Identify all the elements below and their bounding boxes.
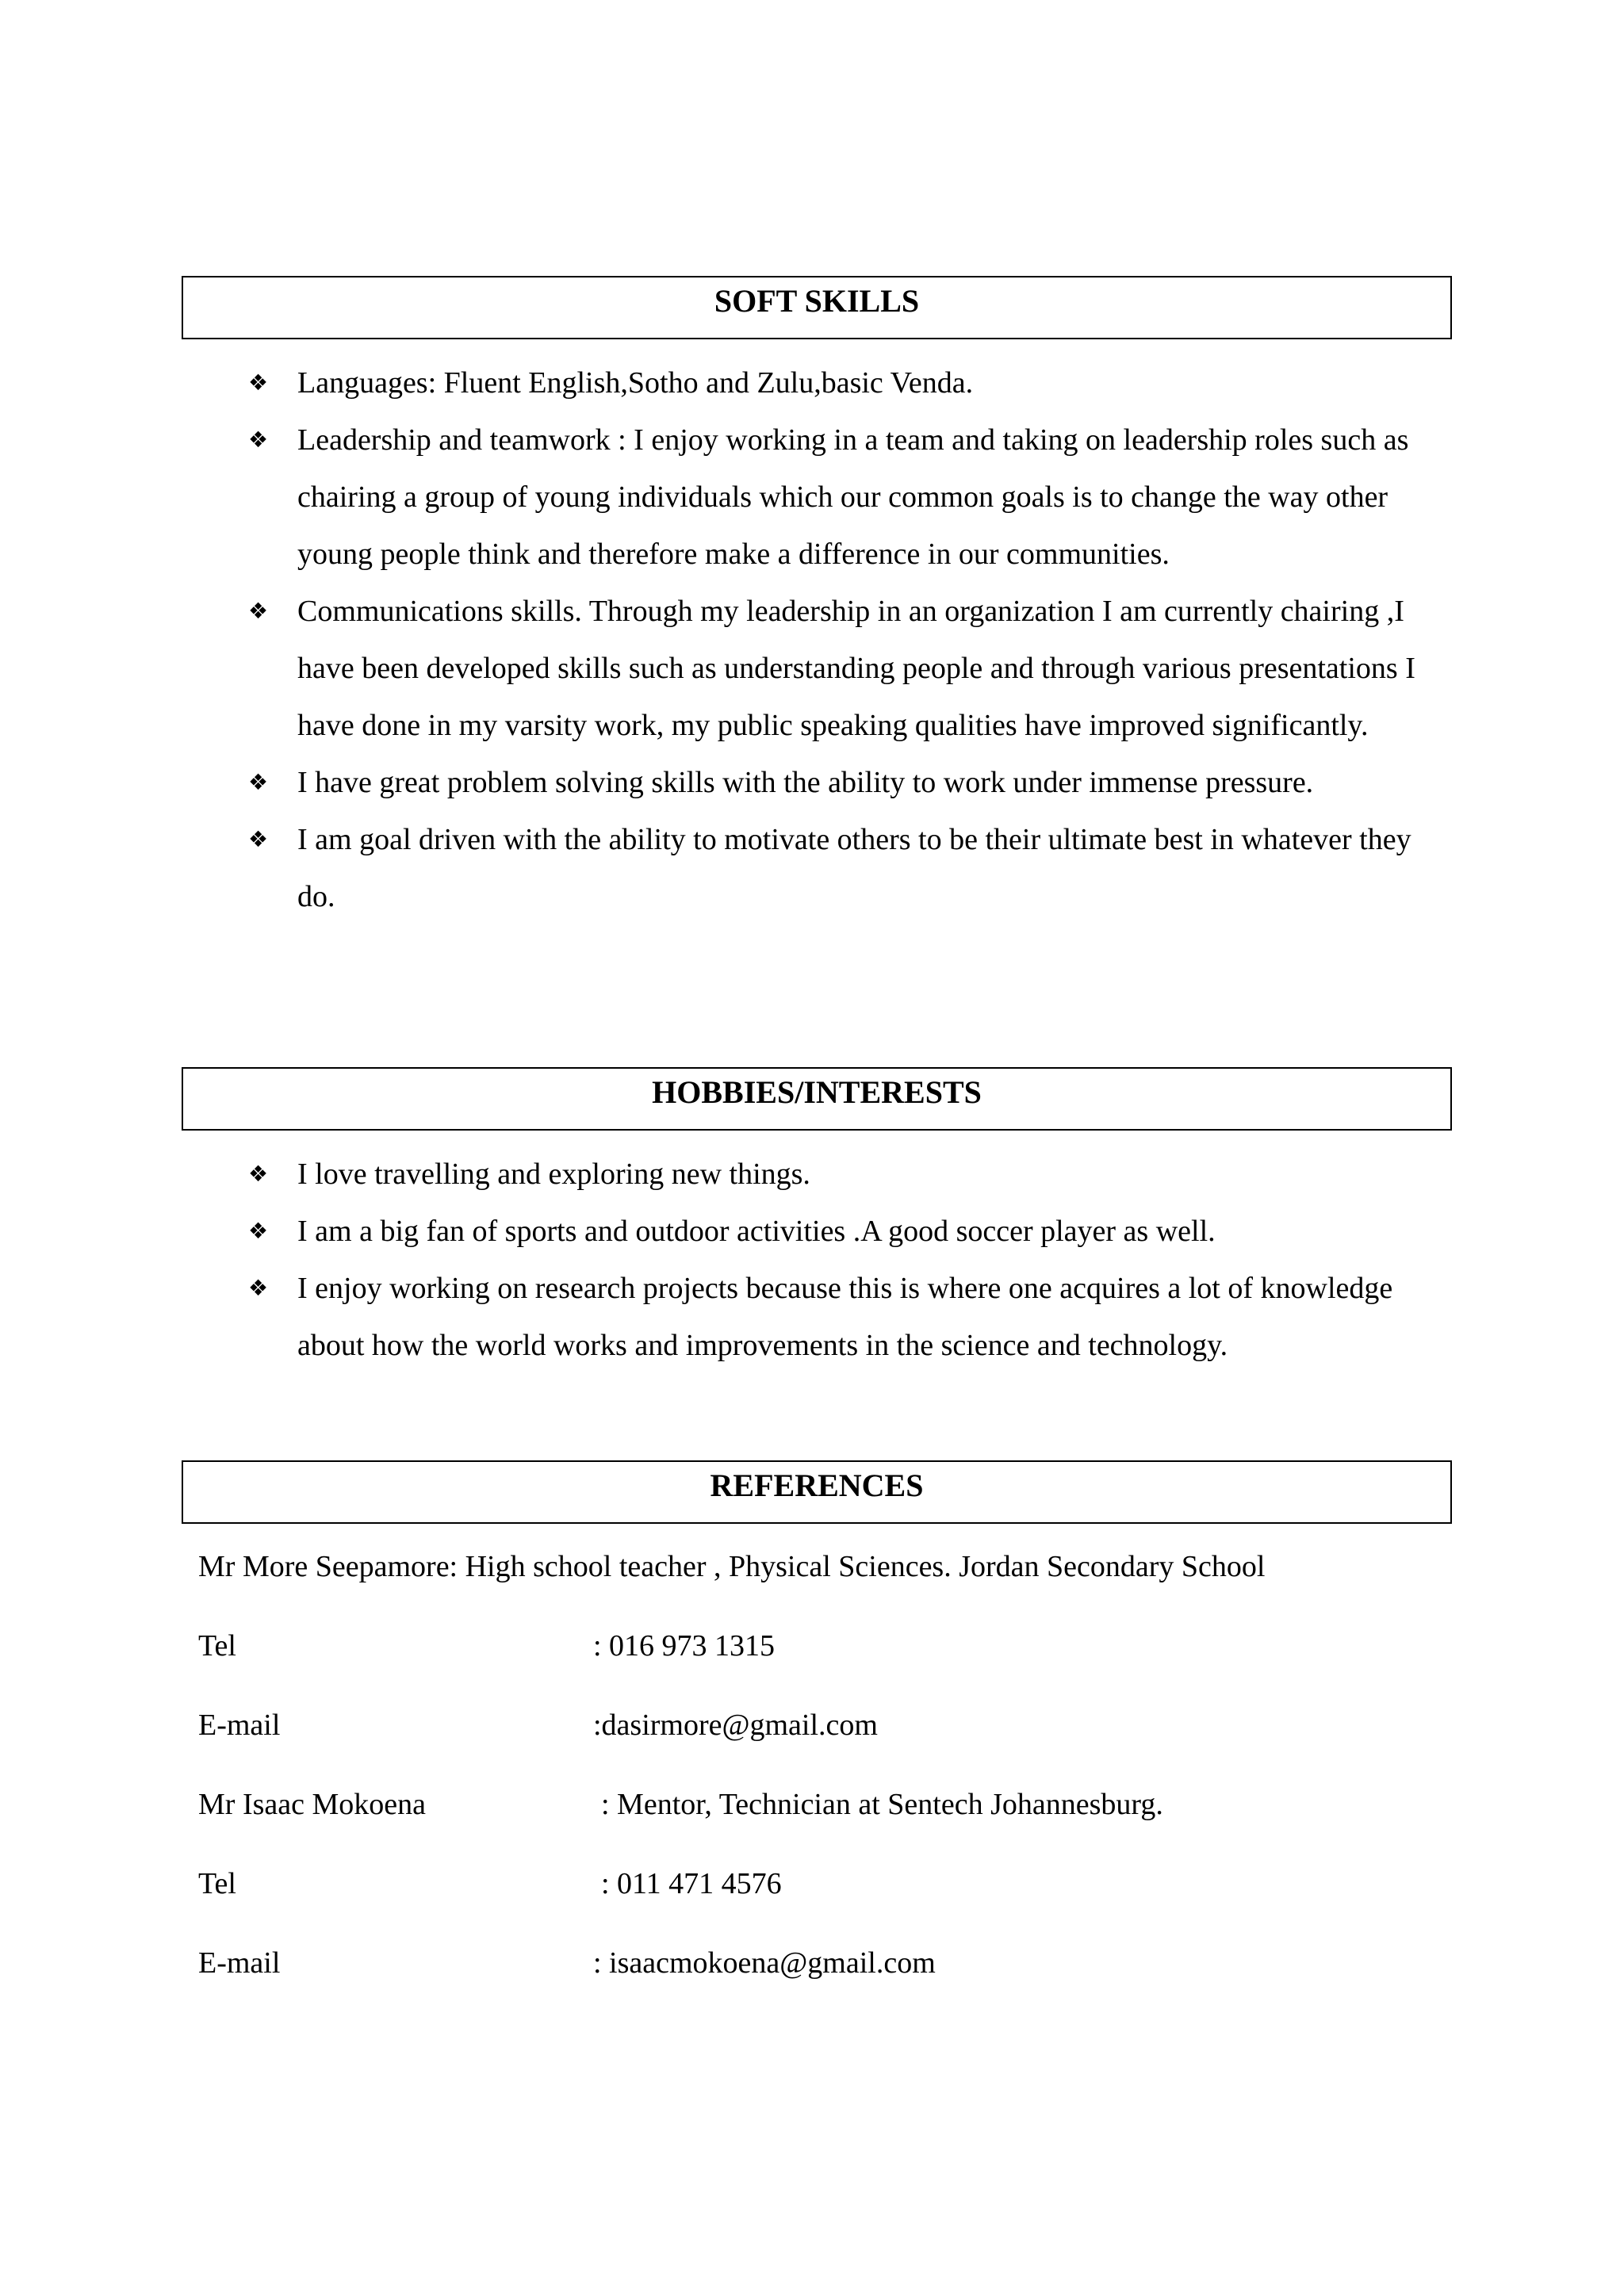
reference-value: :dasirmore@gmail.com: [593, 1709, 878, 1742]
reference-label: E-mail: [198, 1709, 281, 1742]
references-heading: REFERENCES: [710, 1468, 924, 1503]
list-item: [248, 1146, 1454, 1203]
hobbies-header-box: [182, 1067, 1452, 1131]
bullet-text: I have great problem solving skills with the ability to work under immense pressure.: [297, 766, 1314, 799]
diamond-bullet-icon: ❖: [248, 1275, 269, 1301]
bullet-text: I enjoy working on research projects because this is where one acquires a lot of knowledge about how the world works and improvements in the science and technology.: [297, 1272, 1393, 1362]
reference-value: : isaacmokoena@gmail.com: [593, 1946, 936, 1980]
reference-label: Tel: [198, 1867, 236, 1900]
reference-label: E-mail: [198, 1946, 281, 1980]
diamond-bullet-icon: ❖: [248, 1161, 269, 1187]
diamond-bullet-icon: ❖: [248, 598, 269, 624]
list-item: [248, 1203, 1454, 1260]
diamond-bullet-icon: ❖: [248, 427, 269, 453]
hobbies-heading: HOBBIES/INTERESTS: [652, 1074, 982, 1110]
reference-value: : 016 973 1315: [593, 1629, 776, 1663]
list-item: [248, 1260, 1454, 1374]
list-item: [248, 411, 1454, 583]
list-item: [248, 754, 1454, 811]
list-item: [248, 583, 1454, 754]
bullet-text: I am goal driven with the ability to motivate others to be their ultimate best in whatever they do.: [297, 823, 1411, 913]
soft-skills-heading: SOFT SKILLS: [714, 283, 920, 319]
soft-skills-header-box: [182, 276, 1452, 339]
reference-value: : Mentor, Technician at Sentech Johannesburg.: [601, 1788, 1163, 1821]
bullet-text: I love travelling and exploring new things.: [297, 1158, 810, 1191]
reference-value: : 011 471 4576: [601, 1867, 782, 1900]
bullet-text: Leadership and teamwork : I enjoy working in a team and taking on leadership roles such as chairing a group of young individuals which our common goals is to change the way other young people think and therefore make a difference in our communities.: [297, 423, 1409, 571]
bullet-text: I am a big fan of sports and outdoor activities .A good soccer player as well.: [297, 1215, 1216, 1248]
diamond-bullet-icon: ❖: [248, 1218, 269, 1244]
list-item: [248, 354, 1454, 411]
hobbies-list: [248, 1146, 1454, 1374]
reference-intro: Mr More Seepamore: High school teacher , Physical Sciences. Jordan Secondary School: [198, 1550, 1266, 1583]
soft-skills-list: [248, 354, 1454, 925]
reference-label: Tel: [198, 1629, 236, 1663]
reference-label: Mr Isaac Mokoena: [198, 1788, 427, 1821]
bullet-text: Languages: Fluent English,Sotho and Zulu,basic Venda.: [297, 366, 974, 400]
diamond-bullet-icon: ❖: [248, 769, 269, 795]
diamond-bullet-icon: ❖: [248, 826, 269, 852]
bullet-text: Communications skills. Through my leadership in an organization I am currently chairing ,I have been developed skills such as understanding people and through various presentations I have done in my varsity work, my public speaking qualities have improved significantly.: [297, 595, 1415, 742]
diamond-bullet-icon: ❖: [248, 369, 269, 396]
list-item: [248, 811, 1454, 925]
references-header-box: [182, 1460, 1452, 1524]
